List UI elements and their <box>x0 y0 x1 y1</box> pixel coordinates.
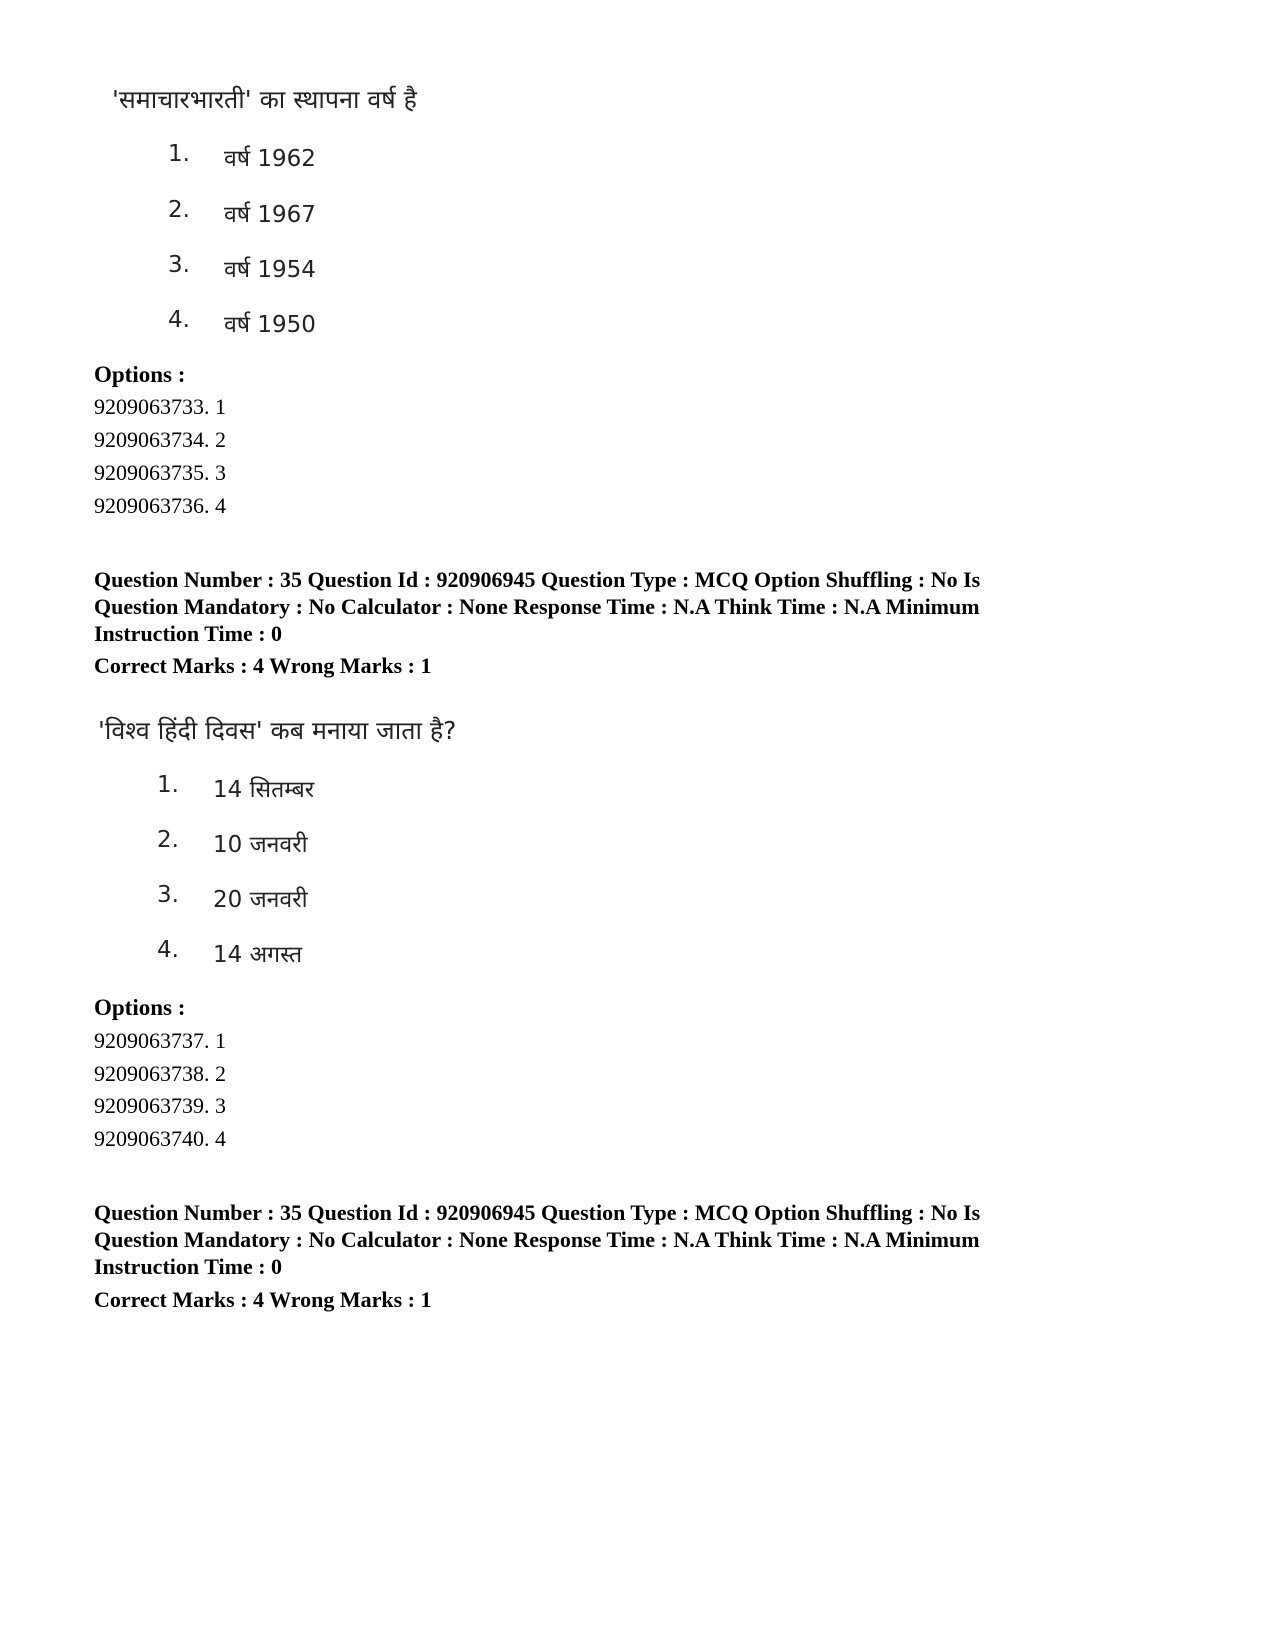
marks-line: Correct Marks : 4 Wrong Marks : 1 <box>94 653 432 678</box>
choice-text: 20 जनवरी <box>213 887 308 913</box>
choice-text: वर्ष 1950 <box>224 312 316 338</box>
choice-text: 14 सितम्बर <box>213 777 315 803</box>
option-line: 9209063736. 4 <box>94 493 226 518</box>
choice-text: वर्ष 1967 <box>224 202 316 228</box>
choice-number: 3. <box>157 882 179 908</box>
option-line: 9209063738. 2 <box>94 1061 226 1086</box>
choice-number: 2. <box>168 197 190 223</box>
choice-number: 4. <box>157 937 179 963</box>
choice-number: 3. <box>168 252 190 278</box>
option-line: 9209063734. 2 <box>94 427 226 452</box>
option-line: 9209063740. 4 <box>94 1126 226 1151</box>
question-meta-line: Question Mandatory : No Calculator : None Response Time : N.A Think Time : N.A Minimum <box>94 1227 980 1252</box>
question-stem: 'समाचारभारती' का स्थापना वर्ष है <box>112 85 417 114</box>
question-stem: 'विश्व हिंदी दिवस' कब मनाया जाता है? <box>98 716 457 745</box>
question-meta-line: Question Mandatory : No Calculator : None Response Time : N.A Think Time : N.A Minimum <box>94 594 980 619</box>
choice-number: 1. <box>168 141 190 167</box>
choice-text: 14 अगस्त <box>213 942 303 968</box>
option-line: 9209063733. 1 <box>94 394 226 419</box>
choice-number: 2. <box>157 827 179 853</box>
choice-number: 1. <box>157 772 179 798</box>
options-heading: Options : <box>94 362 186 387</box>
choice-number: 4. <box>168 307 190 333</box>
question-meta-line: Question Number : 35 Question Id : 920906945 Question Type : MCQ Option Shuffling : No Is <box>94 1200 981 1225</box>
options-heading: Options : <box>94 995 186 1020</box>
question-meta-line: Instruction Time : 0 <box>94 621 283 646</box>
option-line: 9209063737. 1 <box>94 1028 226 1053</box>
option-line: 9209063735. 3 <box>94 460 226 485</box>
choice-text: 10 जनवरी <box>213 832 308 858</box>
question-meta-line: Instruction Time : 0 <box>94 1254 283 1279</box>
marks-line: Correct Marks : 4 Wrong Marks : 1 <box>94 1287 432 1312</box>
choice-text: वर्ष 1962 <box>224 146 316 172</box>
option-line: 9209063739. 3 <box>94 1093 226 1118</box>
choice-text: वर्ष 1954 <box>224 257 316 283</box>
question-meta-line: Question Number : 35 Question Id : 920906945 Question Type : MCQ Option Shuffling : No Is <box>94 567 981 592</box>
